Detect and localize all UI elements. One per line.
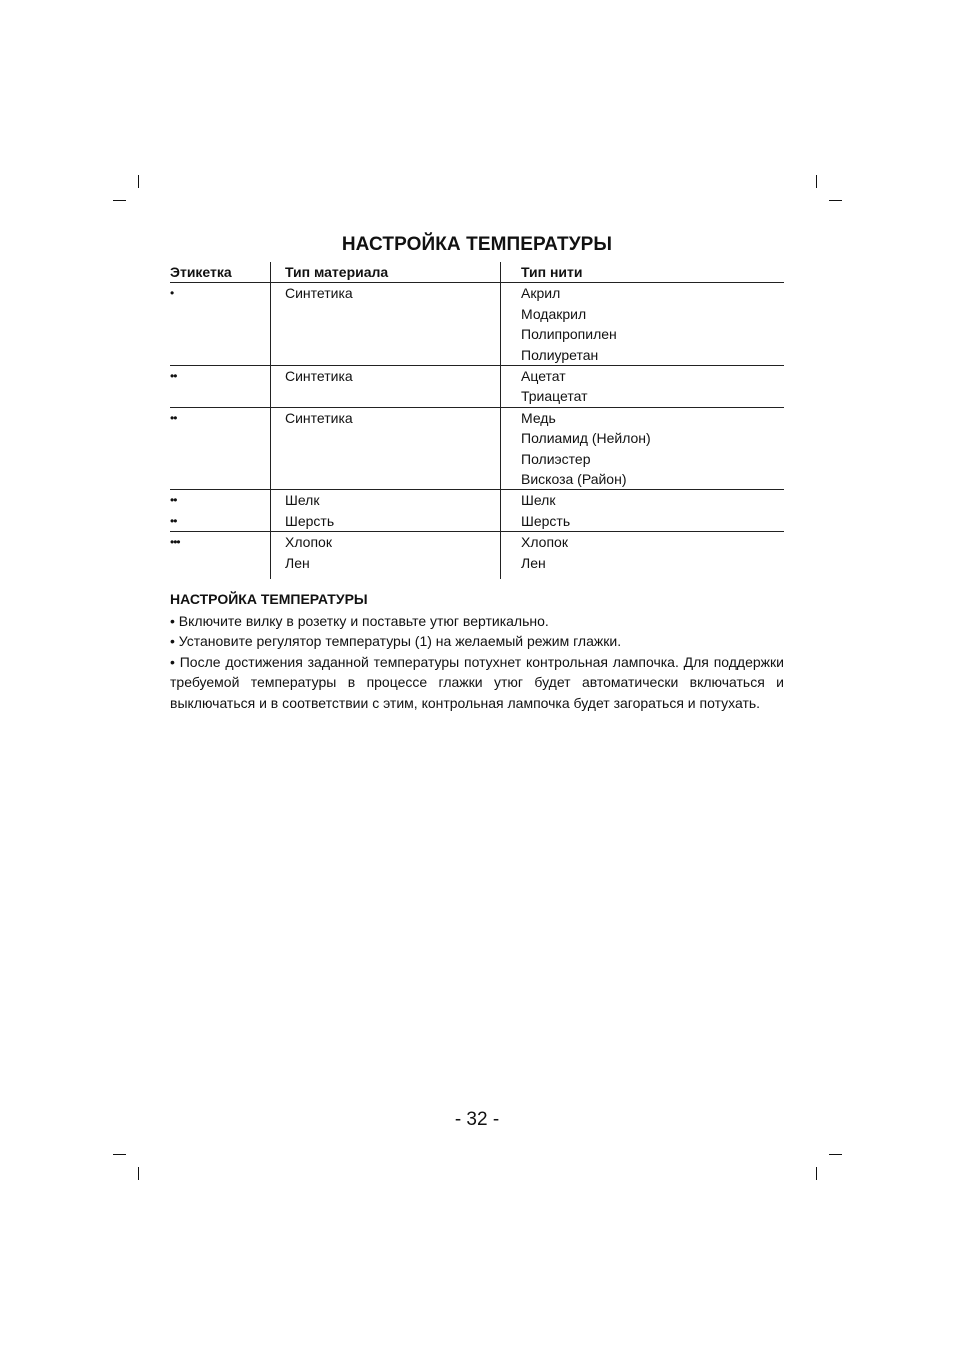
- cell-fiber: Полипропилен: [501, 324, 785, 344]
- crop-mark-top-left-horizontal: [113, 200, 126, 201]
- table-row: [170, 407, 784, 428]
- crop-mark-top-right-vertical: [816, 175, 817, 188]
- cell-fiber: Триацетат: [501, 386, 785, 407]
- cell-fiber: Лен: [501, 553, 785, 579]
- cell-material: Хлопок: [271, 532, 501, 553]
- cell-fiber: Ацетат: [501, 366, 785, 387]
- table-row: [170, 366, 784, 387]
- cell-fiber: Акрил: [501, 283, 785, 304]
- cell-material: Синтетика: [271, 407, 501, 428]
- instruction-paragraph: • Включите вилку в розетку и поставьте утюг вертикально.: [170, 612, 549, 629]
- crop-mark-top-right-horizontal: [829, 200, 842, 201]
- table-row: [170, 304, 784, 324]
- crop-mark-bottom-right-vertical: [816, 1167, 817, 1180]
- cell-fiber: Шелк: [501, 490, 785, 511]
- cell-material: Шерсть: [271, 511, 501, 532]
- instruction-paragraph: • Установите регулятор температуры (1) на желаемый режим глажки.: [170, 633, 622, 650]
- header-label: Этикетка: [170, 264, 232, 280]
- crop-mark-bottom-left-vertical: [138, 1167, 139, 1180]
- cell-material: Лен: [271, 553, 501, 579]
- table-row: [170, 386, 784, 407]
- crop-mark-top-left-vertical: [138, 175, 139, 188]
- table-row: [170, 283, 784, 304]
- cell-fiber: Хлопок: [501, 532, 785, 553]
- table-row: [170, 324, 784, 344]
- cell-fiber: Медь: [501, 407, 785, 428]
- table-row: [170, 469, 784, 490]
- table-row: [170, 553, 784, 579]
- cell-fiber: Вискоза (Район): [501, 469, 785, 490]
- cell-fiber: Шерсть: [501, 511, 785, 532]
- instruction-paragraph: • После достижения заданной температуры потухнет контрольная лампочка. Для поддержки требуемой температуры в процессе глажки утюг будет автоматически включаться и выключаться и в соответствии с этим, контрольная лампочка будет загораться и потухать.: [170, 653, 784, 711]
- cell-label: ••: [170, 369, 177, 384]
- page-title: НАСТРОЙКА ТЕМПЕРАТУРЫ: [341, 234, 613, 255]
- cell-label: ••: [170, 513, 177, 528]
- cell-label: ••: [170, 410, 177, 425]
- page-number: - 32 -: [454, 1109, 500, 1130]
- table-row: [170, 345, 784, 366]
- header-material: Тип материала: [271, 262, 501, 283]
- instructions-section: [170, 589, 784, 714]
- cell-label: •••: [170, 535, 180, 550]
- table-row: [170, 532, 784, 553]
- temperature-table: [170, 262, 784, 579]
- cell-label: [170, 553, 271, 579]
- table-row: [170, 511, 784, 532]
- cell-fiber: Полиамид (Нейлон): [501, 428, 785, 448]
- cell-fiber: Полиэстер: [501, 449, 785, 469]
- header-fiber: Тип нити: [501, 262, 785, 283]
- crop-mark-bottom-right-horizontal: [829, 1154, 842, 1155]
- cell-fiber: Модакрил: [501, 304, 785, 324]
- crop-mark-bottom-left-horizontal: [113, 1154, 126, 1155]
- table-header-row: [170, 262, 784, 283]
- cell-material: Синтетика: [271, 283, 501, 304]
- cell-material: Шелк: [271, 490, 501, 511]
- section-heading: НАСТРОЙКА ТЕМПЕРАТУРЫ: [170, 591, 368, 607]
- cell-fiber: Полиуретан: [501, 345, 785, 366]
- cell-material: Синтетика: [271, 366, 501, 387]
- cell-label: ••: [170, 493, 177, 508]
- cell-label: •: [170, 286, 174, 301]
- table-row: [170, 490, 784, 511]
- table-row: [170, 428, 784, 448]
- table-row: [170, 449, 784, 469]
